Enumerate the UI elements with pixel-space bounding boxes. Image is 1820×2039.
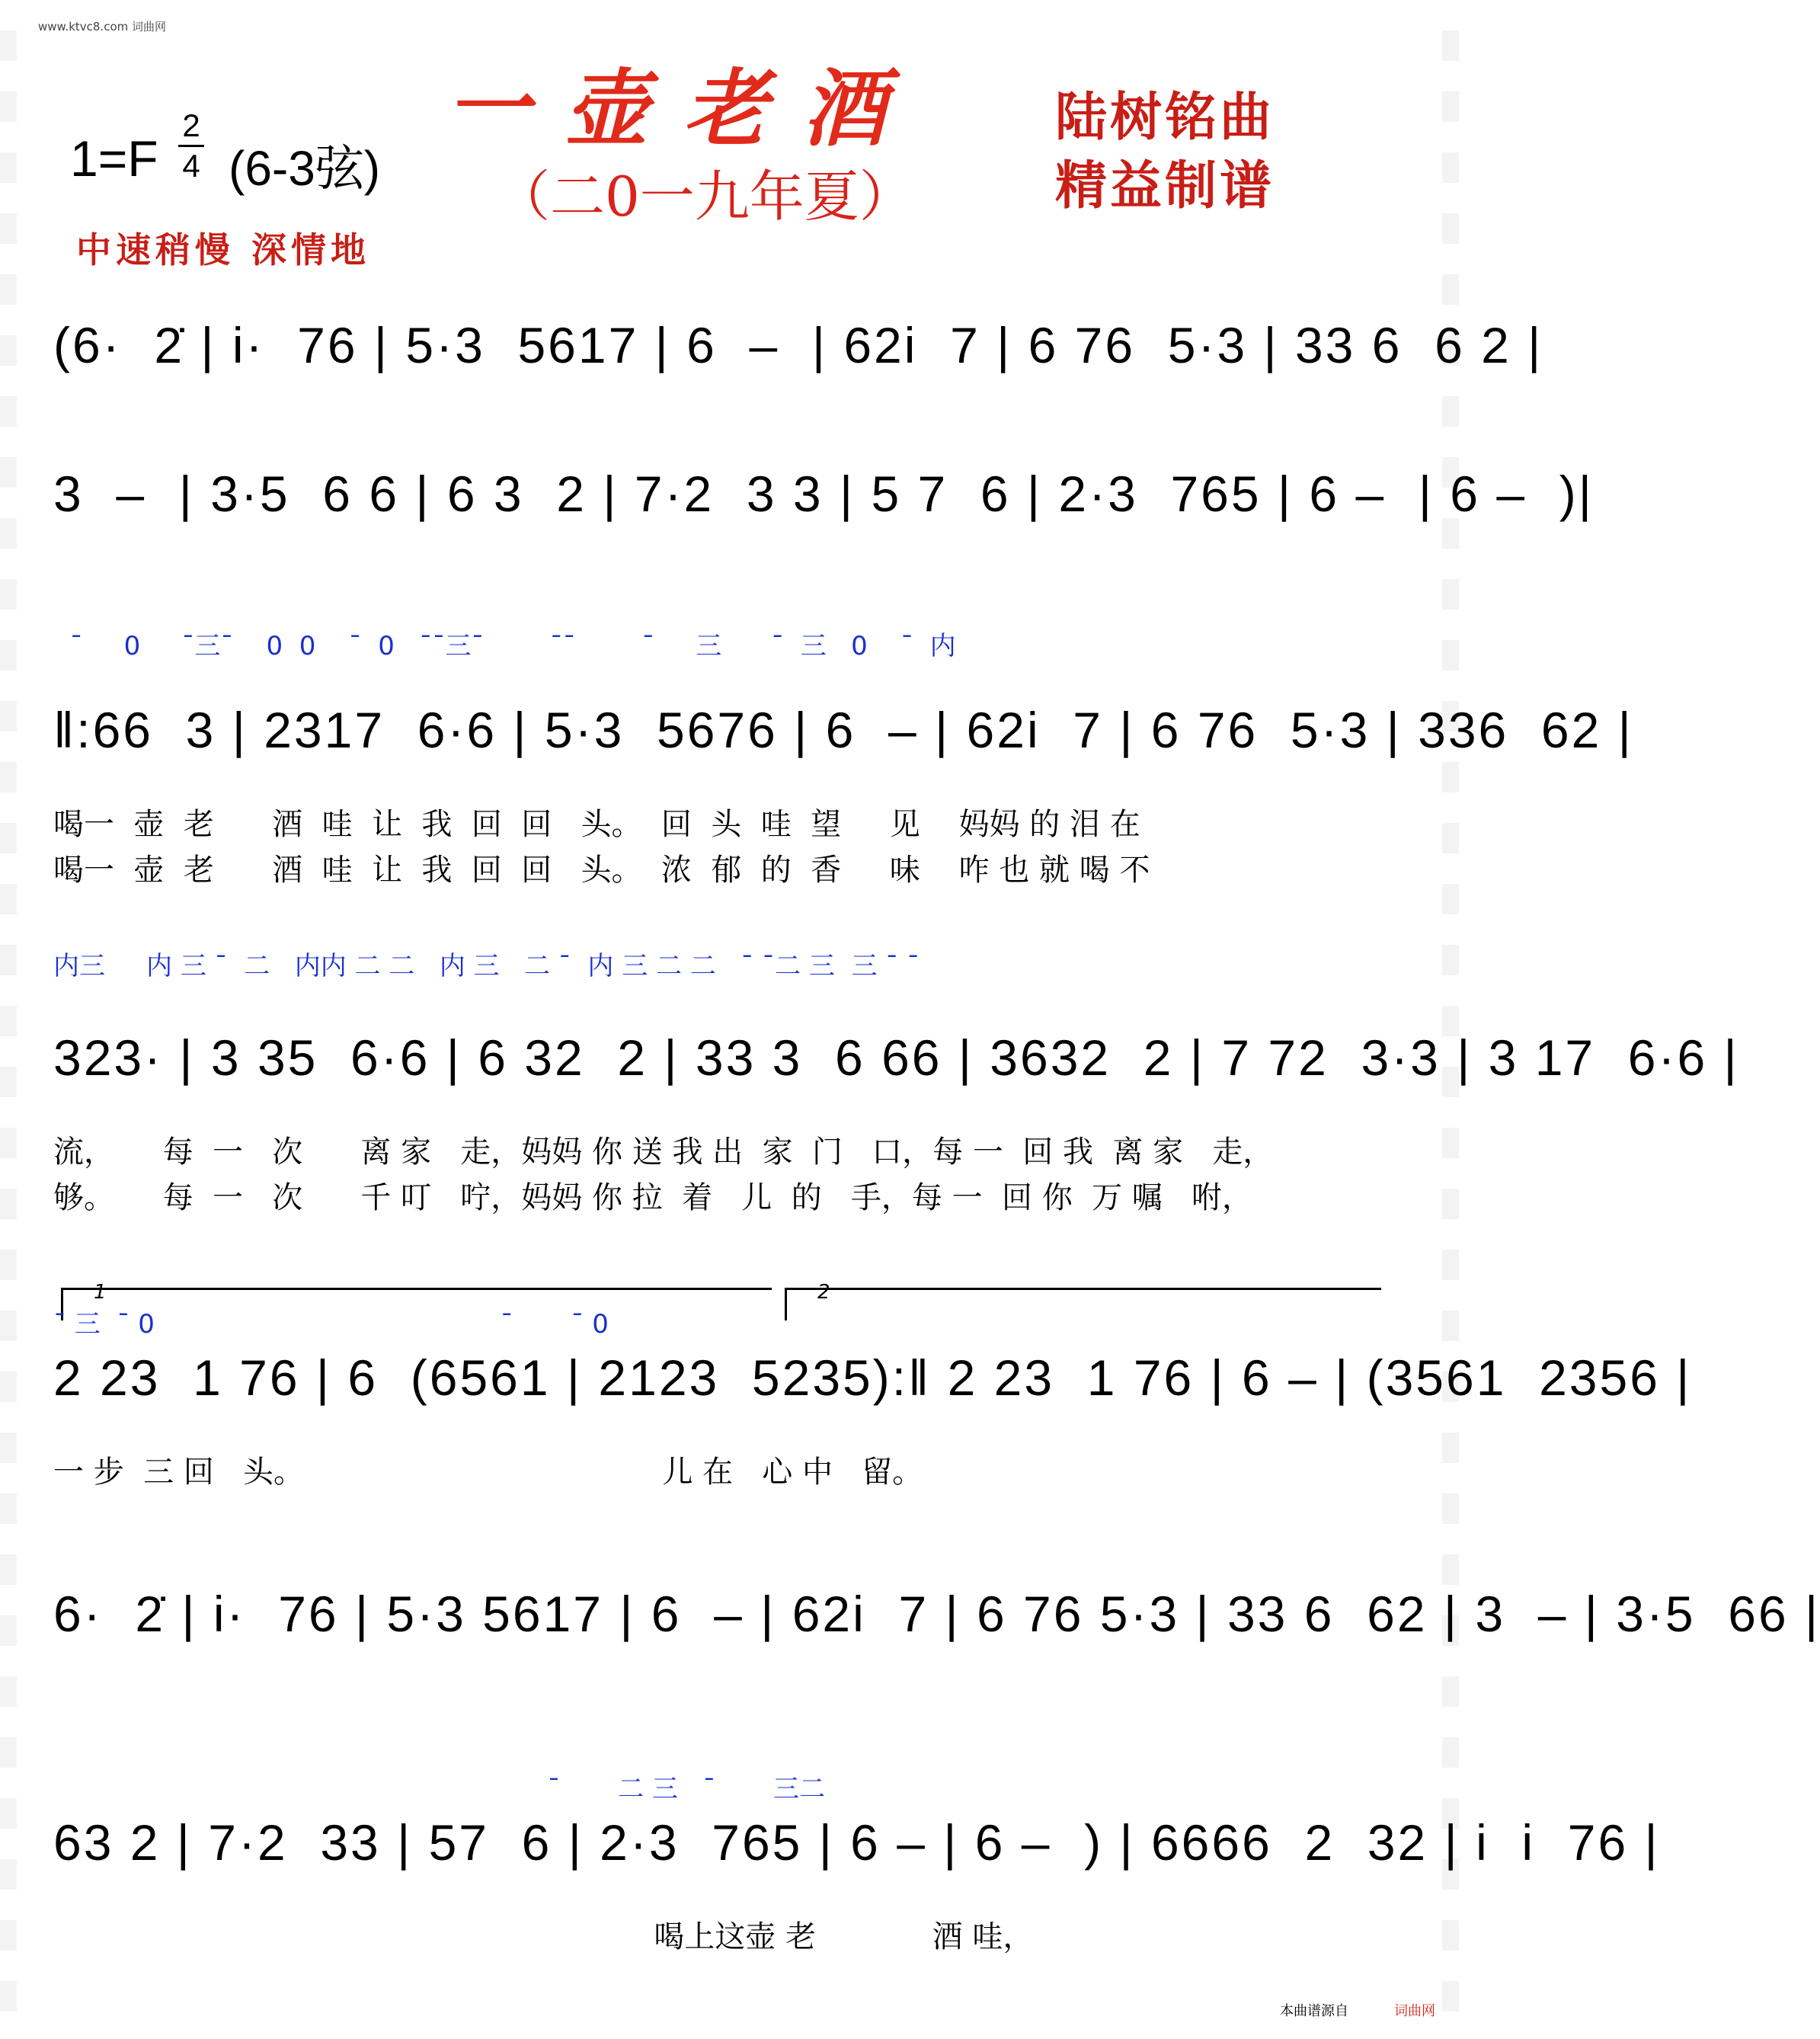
- time-top: 2: [182, 107, 200, 143]
- ending-number: 1: [94, 1281, 107, 1304]
- ending-number: 2: [817, 1281, 830, 1304]
- notation-line: 323· | 3 35 6·6 | 6 32 2 | 33 3 6 66 | 3632 2 | 7 72 3·3 | 3 17 6·6 |: [53, 1029, 1739, 1086]
- key-signature: 1=F: [70, 130, 158, 187]
- notation-line: (6· 2̇ | i· 76 | 5·3 5617 | 6 – | 62i 7 | 6 76 5·3 | 33 6 6 2 |: [53, 317, 1543, 373]
- watermark: www.ktvc8.com 词曲网: [38, 20, 167, 34]
- lyric-verse-1: 喝上这壶 老 酒 哇，: [53, 1919, 1034, 1954]
- left-margin-strip: [0, 0, 17, 2039]
- footer-site-link[interactable]: 词曲网: [1394, 2003, 1435, 2019]
- fingering-marks: ˉ 二 三 ˉ 三二: [53, 1774, 825, 1804]
- composer-credit: 陆树铭曲: [1055, 87, 1275, 148]
- lyric-verse-1: 流， 每 一 次 离 家 走，妈妈 你 送 我 出 家 门 口，每 一 回 我 离 家 走，: [53, 1135, 1274, 1170]
- lyric-verse-2: 喝一 壶 老 酒 哇 让 我 回 回 头。 浓 郁 的 香 味 咋 也 就 喝 不: [53, 853, 1150, 888]
- time-signature: [178, 107, 204, 185]
- notation-line: 6· 2̇ | i· 76 | 5·3 5617 | 6 – | 62i 7 | 6 76 5·3 | 33 6 62 | 3 – | 3·5 66 |: [53, 1586, 1820, 1642]
- notation-line: 63 2 | 7·2 33 | 57 6 | 2·3 765 | 6 – | 6 – ) | 6666 2 32 | i i 76 |: [53, 1814, 1660, 1871]
- fingering-marks: ˉ 0 ˉ三ˉ 0 0 ˉ 0 ˉˉ三ˉ ˉˉ ˉ 三 ˉ 三 0 ˉ 内: [53, 631, 956, 661]
- right-margin-strip: [1442, 0, 1459, 2039]
- notation-line: ‖:66 3 | 2317 6·6 | 5·3 5676 | 6 – | 62i 7 | 6 76 5·3 | 336 62 |: [53, 702, 1633, 758]
- lyric-verse-1: 喝一 壶 老 酒 哇 让 我 回 回 头。 回 头 哇 望 见 妈妈 的 泪 在: [53, 807, 1140, 842]
- notation-line: 2 23 1 76 | 6 (6561 | 2123 5235):‖ 2 23 1 76 | 6 – | (3561 2356 |: [53, 1349, 1692, 1406]
- lyric-verse-1: 一 步 三 回 头。 儿 在 心 中 留。: [53, 1455, 923, 1490]
- tempo-marking: 中速稍慢 深情地: [76, 229, 371, 270]
- string-tuning: (6-3弦): [229, 141, 381, 196]
- notation-line: 3 – | 3·5 6 6 | 6 3 2 | 7·2 3 3 | 5 7 6 | 2·3 765 | 6 – | 6 – )|: [53, 466, 1594, 522]
- fingering-marks: 内三 内 三 ˉ 二 内内 二 二 内 三 二 ˉ 内 三 二 二 ˉ ˉ二 三 三 ˉ ˉ: [53, 951, 920, 981]
- footer-source: 本曲谱源自: [1280, 2003, 1348, 2019]
- time-bottom: 4: [182, 148, 200, 184]
- song-title: 一壶老酒: [446, 59, 921, 158]
- arranger-credit: 精益制谱: [1055, 155, 1275, 216]
- composition-date: （二0一九年夏）: [495, 165, 914, 229]
- second-ending-bracket: [785, 1281, 1381, 1320]
- fingering-marks: ˉ 三 ˉ 0 ˉ ˉ 0: [53, 1309, 609, 1340]
- lyric-verse-2: 够。 每 一 次 千 叮 咛，妈妈 你 拉 着 儿 的 手，每 一 回 你 万 嘱 咐，: [53, 1180, 1253, 1215]
